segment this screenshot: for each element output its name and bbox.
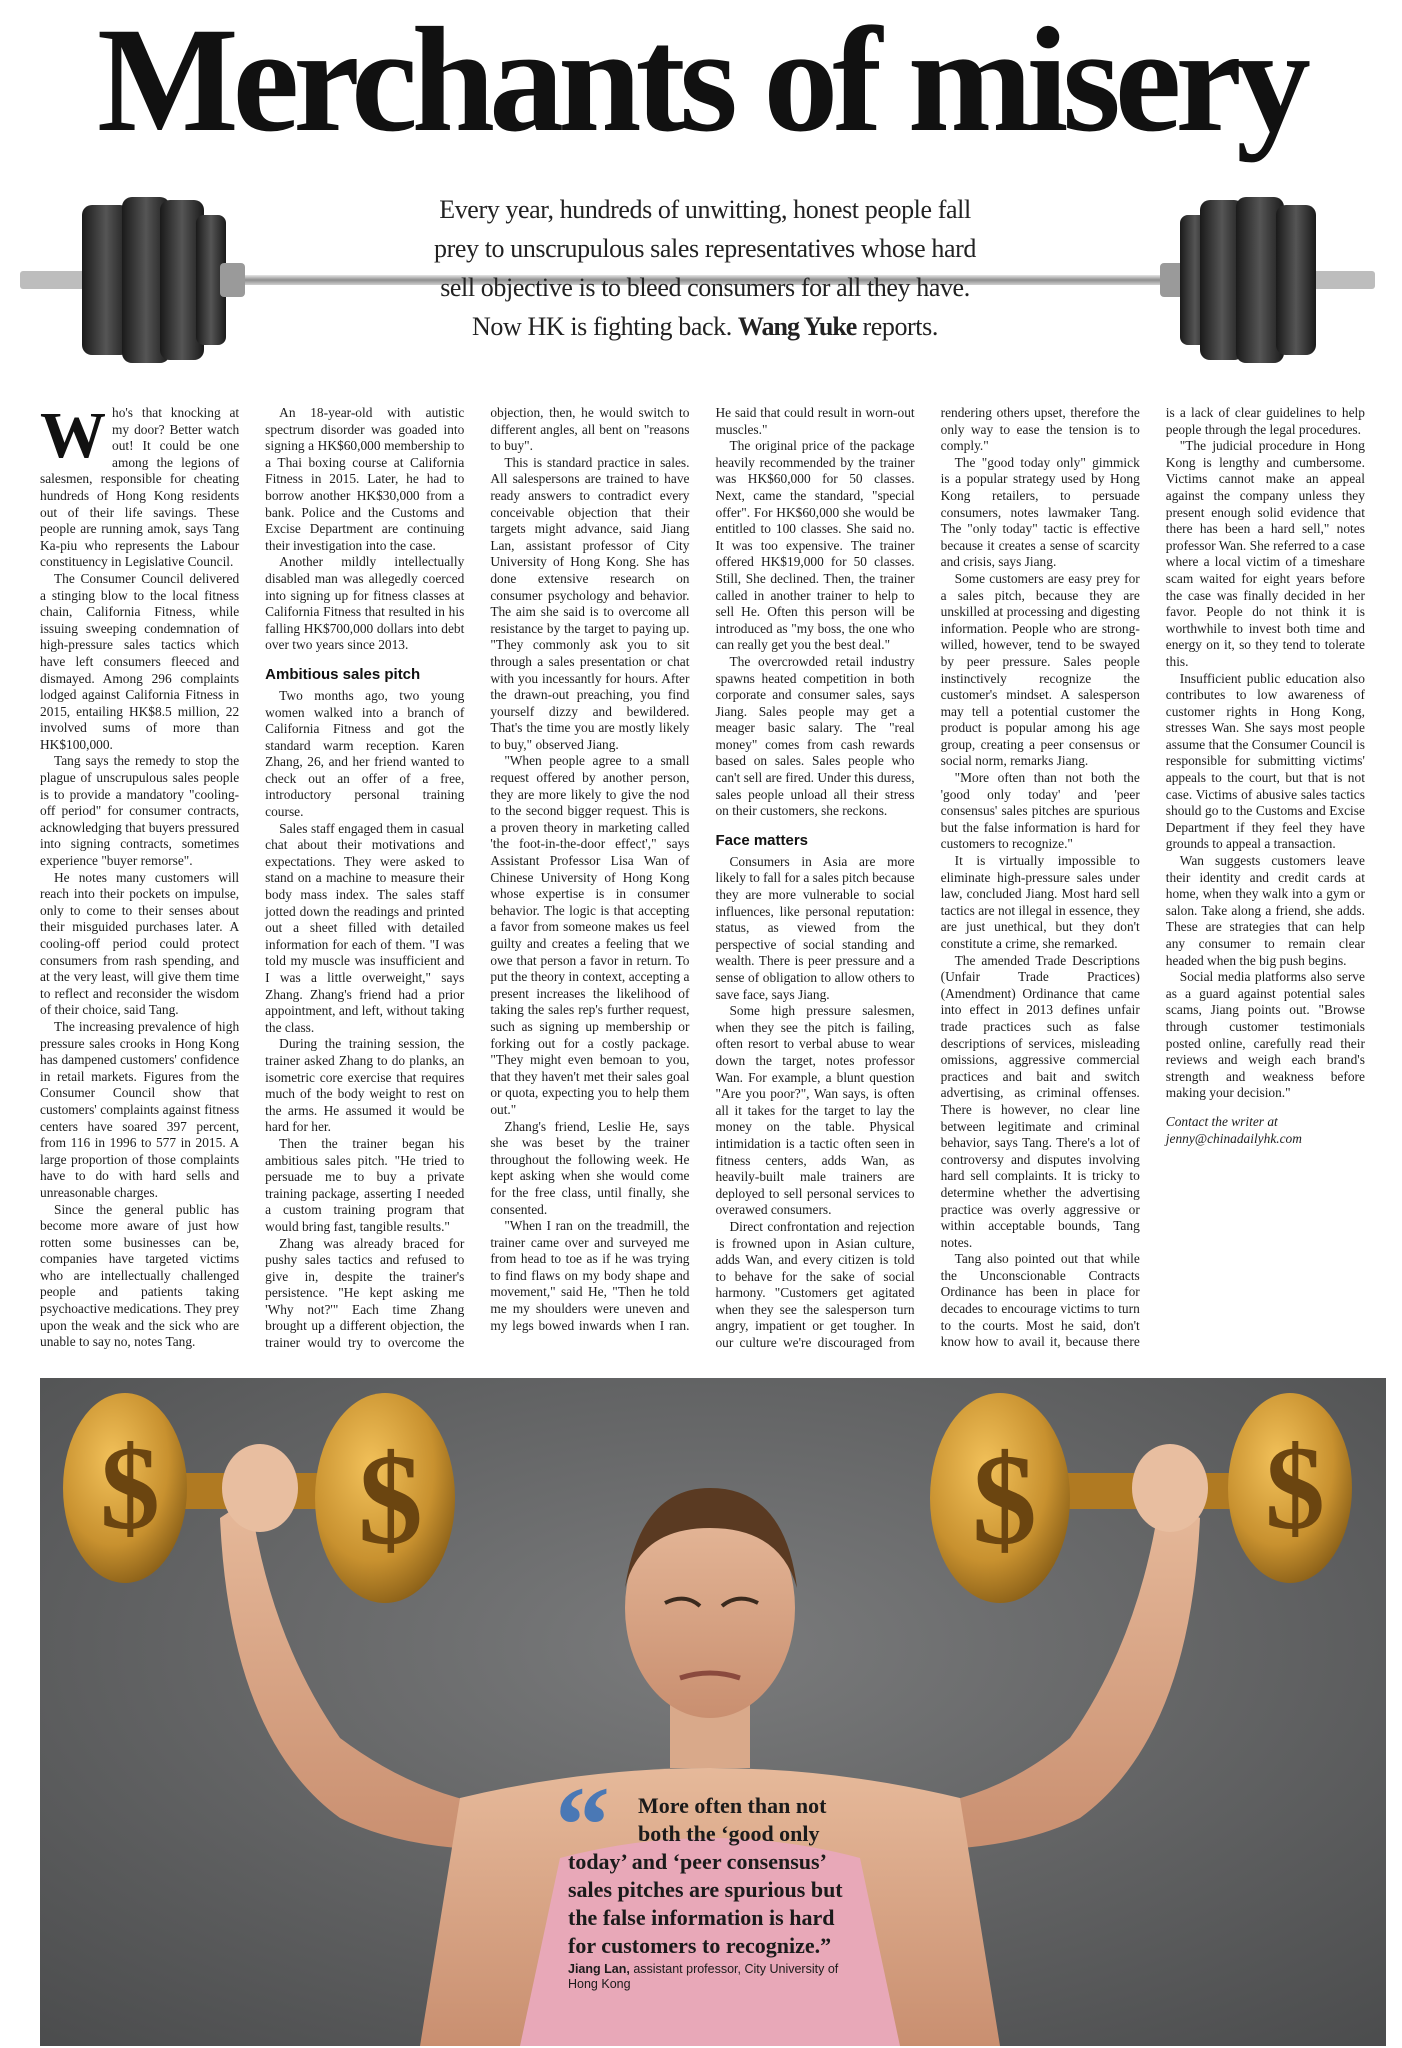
article-paragraph: Since the general public has become more aware of just how rotten some businesses can be, companies have targeted victims who are intellectually challenged people and patients taking psychoactive medications. They prey upon the weak and the sick who are unable to say no, notes Tang. [40, 1201, 240, 1350]
article-paragraph: The "good today only" gimmick is a popular strategy used by Hong Kong retailers, to persuade consumers, notes lawmaker Tang. The "only today" tactic is effective because it creates a sense of scarcity and crisis, says Jiang. [940, 454, 1140, 570]
subheading: Face matters [715, 831, 809, 849]
article-paragraph: Insufficient public education also contributes to low awareness of customer rights in Hong Kong, stresses Wan. She says most people assume that the Consumer Council is responsible for submitting victims' appeals to the court, but that is not case. Victims of abusive sales tactics should go to the Customs and Excise Department if they feel they have grounds to appeal a transaction. [1165, 670, 1365, 852]
byline-suffix: reports. [862, 312, 938, 341]
article-paragraph: Sales staff engaged them in casual chat about their motivations and expectations. They were asked to stand on a machine to measure their body mass index. The sales staff jotted down the readings and printed out a sheet filled with detailed information for each of them. "I was told my muscle was insufficient and I was a little overweight," says Zhang. Zhang's friend had a prior appointment, and left, without taking the class. [265, 820, 465, 1035]
article-paragraph: It is virtually impossible to eliminate high-pressure sales under law, concluded Jiang. Most hard sell tactics are not illegal in essence, they are just unethical, but they don't constitute a crime, she remarked. [940, 853, 1140, 951]
byline-author: Wang Yuke [737, 312, 857, 341]
standfirst-text: Every year, hundreds of unwitting, honest people fall prey to unscrupulous sales representatives whose hard sell objective is to bleed consumers for all they have. Now HK is fighting back. [434, 195, 976, 341]
drop-cap: W [40, 399, 106, 472]
svg-text:$: $ [1265, 1421, 1325, 1554]
article-paragraph: The Consumer Council delivered a stinging blow to the local fitness chain, California Fitness, while issuing sweeping condemnation of high-pressure sales tactics which have left consumers fleeced and dismayed. Among 296 complaints lodged against California Fitness in 2015, entailing HK$8.5 million, 22 involved sums of more than HK$100,000. [40, 570, 240, 752]
contact-label: Contact the writer at [1165, 1113, 1278, 1129]
attribution-name: Jiang Lan, [568, 1962, 630, 1976]
quote-mark-icon: “ [555, 1764, 610, 1886]
article-paragraph: Wan suggests customers leave their identity and credit cards at home, when they walk into a gym or salon. Take along a friend, she adds. These are strategies that can help any consumer to remain clear headed when the big push begins. [1165, 853, 1365, 968]
article-paragraph: Consumers in Asia are more likely to fall for a sales pitch because they are more vulnerable to social influences, like personal reputation: status, as viewed from the perspective of social standing and wealth. There is peer pressure and a sense of obligation to allow others to save face, says Jiang. [715, 853, 915, 1002]
contact-email: jenny@chinadailyhk.com [1165, 1130, 1302, 1146]
article-paragraph: Then the trainer began his ambitious sales pitch. "He tried to persuade me to buy a private training package, asserting I needed a custom training program that would bring fast, tangible results." [265, 1135, 465, 1234]
article-paragraph: Tang says the remedy to stop the plague of unscrupulous sales people is to provide a mandatory "cooling-off period" for consumer contracts, acknowledging that buyers pressured into signing contracts, sometimes experience "buyer remorse". [40, 753, 240, 869]
article-paragraph: The original price of the package heavily recommended by the trainer was HK$60,000 for 50 classes. Next, came the standard, "special offer". For HK$60,000 she would be entitled to 100 classes. She said no. It was too expensive. The trainer offered HK$19,000 for 50 classes. Still, She declined. Then, the trainer called in another trainer to help to sell He. Often this person will be introduced as "my boss, the one who can really get you the best deal." [715, 438, 915, 653]
article-paragraph: Direct confrontation and rejection is frowned upon in Asian culture, adds Wan, and every citizen is told to behave for the sake of social harmony. "Customers get agitated when they see the salesperson turn angry, impatient or get tougher. In our culture we're discouraged from rendering others upset, therefore the only way to ease the tension is to comply." [715, 405, 1140, 1351]
article-paragraph: The increasing prevalence of high pressure sales crooks in Hong Kong has dampened customers' confidence in retail markets. Figures from the Consumer Council show that customers' complaints against fitness centers have soared 397 percent, from 116 in 1996 to 577 in 2015. A large proportion of those complaints have to do with hard sells and unreasonable charges. [40, 1018, 240, 1200]
article-paragraph: The overcrowded retail industry spawns heated competition in both corporate and consumer sales, says Jiang. Sales people may get a meager basic salary. The "real money" comes from cash rewards based on sales. Sales people who can't sell are fired. Under this duress, sales people unload all their stress on their customers, she reckons. [715, 653, 915, 819]
subheading: Ambitious sales pitch [265, 665, 421, 683]
article-paragraph: This is standard practice in sales. All salespersons are trained to have ready answers to contradict every conceivable objection that their targets might advance, said Jiang Lan, assistant professor of City University of Hong Kong. She has done extensive research on consumer psychology and behavior. The aim she said is to overcome all resistance by the target to paying up. "They commonly ask you to sit through a sales presentation or chat with you incessantly for hours. After the drawn-out preaching, you find yourself dizzy and bewildered. That's the time you are mostly likely to buy," observed Jiang. [490, 454, 690, 752]
article-paragraph: "When I ran on the treadmill, the trainer came over and surveyed me from head to toe as if he was trying to find flaws on my body shape and movement," said He, "Then he told me my shoulders were uneven and my legs bowed inwards when I ran. He said that could result in worn-out muscles." [490, 405, 915, 1333]
article-paragraph: Two months ago, two young women walked into a branch of California Fitness and got the standard warm reception. Karen Zhang, 26, and her friend wanted to check out an offer of a free, introductory personal training course. [265, 687, 465, 820]
svg-text:$: $ [358, 1428, 423, 1572]
pull-quote-attribution [568, 1962, 868, 1992]
article-paragraph: Who's that knocking at my door? Better watch out! It could be one among the legions of salesmen, responsible for cheating hundreds of Hong Kong residents out of their life savings. These people are running amok, says Tang Ka-piu who represents the Labour constituency in Legislative Council. [40, 399, 240, 570]
article-paragraph: He notes many customers will reach into their pockets on impulse, only to come to their senses about their misguided purchases later. A cooling-off period could protect consumers from rash spending, and at the very least, will give them time to reflect and reconsider the wisdom of their choice, said Tang. [40, 869, 240, 1018]
contact-line [1166, 1114, 1365, 1147]
svg-text:$: $ [972, 1428, 1037, 1572]
article-paragraph: Zhang's friend, Leslie He, says she was beset by the trainer throughout the following week. He kept asking when she would come for the free class, until finally, she consented. [490, 1118, 690, 1217]
article-paragraph: "More often than not both the 'good only today' and 'peer consensus' sales pitches are spurious but the false information is hard for customers to recognize." [940, 770, 1140, 852]
pull-quote [568, 1792, 858, 1960]
pull-quote-line: both the ‘good only [638, 1821, 820, 1846]
article-paragraph: Some customers are easy prey for a sales pitch, because they are unskilled at processing and digesting information. People who are strong-willed, however, tend to be swayed by peer pressure. Sales people instinctively recognize the customer's mindset. A salesperson may tell a potential customer the product is popular among his age group, creating a peer consensus or social norm, remarks Jiang. [940, 570, 1140, 769]
article-paragraph: Social media platforms also serve as a guard against potential sales scams, Jiang points out. "Browse through customer testimonials posted online, carefully read their reviews and weigh each brand's strength and weakness before making your decision." [1165, 969, 1365, 1101]
article-paragraph: "The judicial procedure in Hong Kong is lengthy and cumbersome. Victims cannot make an appeal against the company unless they present enough solid evidence that there has been a hard sell," notes professor Wan. She referred to a case where a local victim of a timeshare scam waited for eight years before the case was finally decided in her favor. People do not think it is worthwhile to invest both time and energy on it, so they tend to tolerate this. [1165, 438, 1365, 669]
article-paragraph: The amended Trade Descriptions (Unfair Trade Practices) (Amendment) Ordinance that came into effect in 2013 defines unfair trade practices such as false descriptions of services, misleading omissions, aggressive commercial practices and bait and switch advertising, as criminal offenses. There is however, no clear line between legitimate and criminal behavior, says Tang. There's a lot of controversy and disputes involving hard sell complaints. It is tricky to determine whether the advertising practice was overly aggressive or within acceptable bounds, Tang notes. [940, 952, 1140, 1250]
article-paragraph: "When people agree to a small request offered by another person, they are more likely to give the nod to the second bigger request. This is a proven theory in marketing called 'the foot-in-the-door effect'," says Assistant Professor Lisa Wan of Chinese University of Hong Kong whose expertise is in consumer behavior. The logic is that accepting a favor from someone makes us feel guilty and creates a feeling that we owe that person a favor in return. To put the theory in context, accepting a present increases the likelihood of taking the sales rep's further request, such as signing up membership or forking out for a costly package. "They might even bemoan to you, that they haven't met their sales goal or quota, expecting you to help them out." [490, 753, 690, 1117]
headline: Merchants of misery [97, 0, 1305, 163]
attribution-title: assistant professor, City University of Hong Kong [568, 1962, 839, 1991]
article-body [40, 399, 1365, 1365]
article-paragraph: Some high pressure salesmen, when they see the pitch is failing, often resort to verbal abuse to wear down the target, notes professor Wan. For example, a blunt question "Are you poor?", Wan says, is often all it takes for the target to lay the money on the table. Physical intimidation is a tactic often seen in fitness centers, adds Wan, as heavily-built male trainers are deployed to sell personal services to overawed consumers. [715, 1003, 915, 1218]
article-paragraph: An 18-year-old with autistic spectrum disorder was goaded into signing a HK$60,000 membership to a Thai boxing course at California Fitness in 2015. Later, he had to borrow another HK$30,000 from a bank. Police and the Customs and Excise Department are continuing their investigation into the case. [265, 405, 465, 553]
article-paragraph: Zhang was already braced for pushy sales tactics and refused to give in, despite the trainer's persistence. "He kept asking me 'Why not?'" Each time Zhang brought up a different objection, the trainer would try to overcome the objection, then, he would switch to different angles, all bent on "reasons to buy". [265, 405, 690, 1351]
svg-text:$: $ [100, 1421, 160, 1554]
article-paragraph: Another mildly intellectually disabled man was allegedly coerced into signing up for fitness classes at California Fitness that resulted in his falling HK$700,000 dollars into debt over two years since 2013. [265, 554, 465, 653]
pull-quote-text: today’ and ‘peer consensus’ sales pitches are spurious but the false information is hard for customers to recognize.” [568, 1849, 843, 1958]
standfirst [425, 190, 985, 346]
article-paragraph: Tang also pointed out that while the Unconscionable Contracts Ordinance has been in place for decades to encourage victims to turn to the courts. Most he said, don't know how to avail it, because there is a lack of clear guidelines to help people through the legal procedures. [940, 405, 1365, 1350]
article-paragraph: During the training session, the trainer asked Zhang to do planks, an isometric core exercise that requires much of the body weight to rest on the arms. He assumed it would be hard for her. [265, 1036, 465, 1135]
pull-quote-line: More often than not [638, 1793, 827, 1818]
